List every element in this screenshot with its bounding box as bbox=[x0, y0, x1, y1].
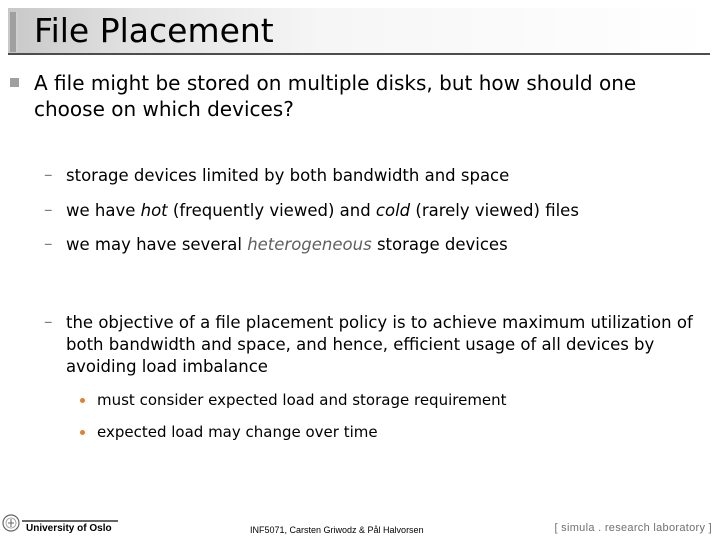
dash-bullet-icon: – bbox=[44, 165, 53, 185]
dash-bullet-icon: – bbox=[44, 312, 53, 332]
sub-bullet-4-text: the objective of a file placement policy is to achieve maximum utilization of both bandwidth and space, and hence, efficient usage of all devices by avoiding load imbalance bbox=[66, 313, 693, 376]
slide-title: File Placement bbox=[34, 11, 274, 50]
subsub-bullet-1: must consider expected load and storage requirement bbox=[97, 391, 507, 409]
square-bullet-icon bbox=[10, 78, 19, 87]
sub-bullet-2-text-b: (frequently viewed) and bbox=[167, 201, 376, 220]
dot-bullet-icon bbox=[80, 430, 85, 435]
main-bullet-text: A file might be stored on multiple disks, but how should one choose on which devices? bbox=[34, 71, 637, 121]
dash-bullet-icon: – bbox=[44, 200, 53, 220]
sub-bullet-2-text-c: (rarely viewed) files bbox=[410, 201, 579, 220]
dot-bullet-icon bbox=[80, 398, 85, 403]
sub-bullet-3-text-b: storage devices bbox=[371, 235, 508, 254]
sub-bullet-3 bbox=[66, 234, 711, 256]
sub-bullet-1 bbox=[66, 165, 711, 187]
dash-bullet-icon: – bbox=[44, 234, 53, 254]
footer-course: INF5071, Carsten Griwodz & Pål Halvorsen bbox=[250, 525, 424, 535]
sub-bullet-2-text-a: we have bbox=[66, 201, 141, 220]
sub-bullet-4 bbox=[66, 312, 711, 378]
sub-bullet-2 bbox=[66, 200, 711, 222]
sub-bullet-1-text: storage devices limited by both bandwidth and space bbox=[66, 166, 510, 185]
title-rule bbox=[8, 53, 710, 55]
title-accent bbox=[10, 12, 18, 52]
footer-rule bbox=[22, 520, 118, 522]
footer-simula-logo: [ simula . research laboratory ] bbox=[554, 522, 712, 534]
cold-emphasis: cold bbox=[375, 201, 411, 220]
subsub-bullet-2: expected load may change over time bbox=[97, 423, 378, 441]
uio-seal-icon bbox=[2, 513, 20, 533]
sub-bullet-3-text-a: we may have several bbox=[66, 235, 248, 254]
heterogeneous-emphasis: heterogeneous bbox=[247, 235, 372, 254]
footer-university: University of Oslo bbox=[26, 523, 112, 534]
hot-emphasis: hot bbox=[140, 201, 168, 220]
